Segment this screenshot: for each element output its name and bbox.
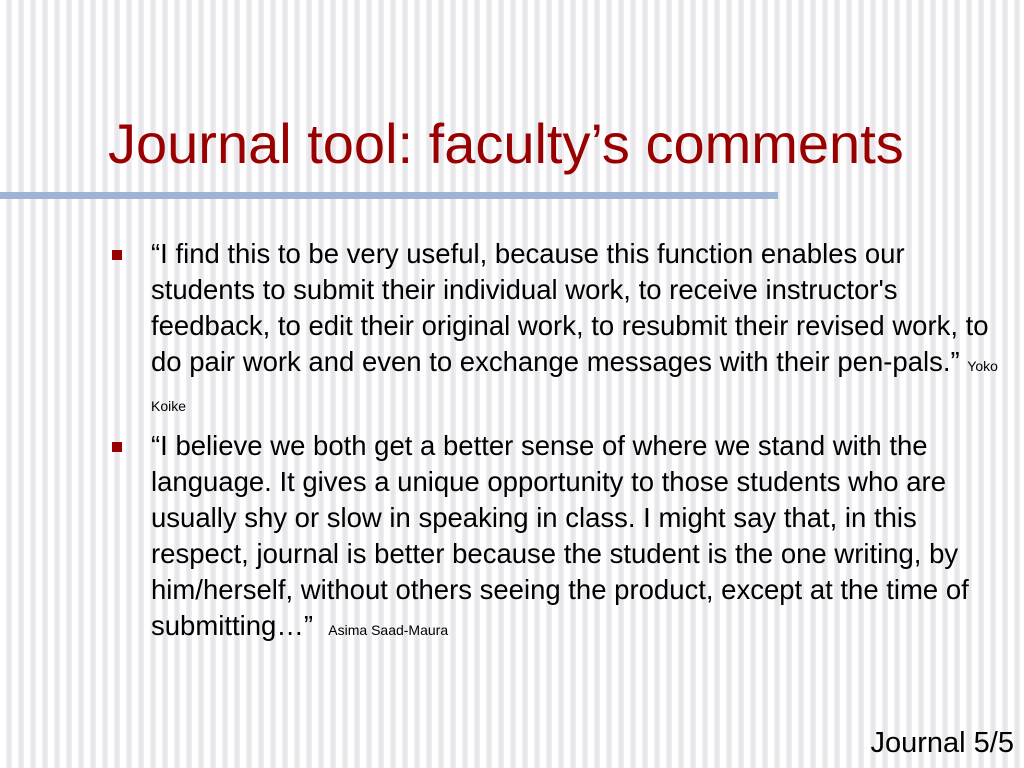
slide-title: Journal tool: faculty’s comments <box>108 112 904 175</box>
quote-text: “I believe we both get a better sense of where we stand with the language. It gives a unique opportunity to those students who are usually shy or slow in speaking in class. I might say that, in this respect, journal is better because the student is the one writing, by him/herself, without others seeing the product, except at the time of submitting…” <box>151 430 969 641</box>
title-underline <box>0 192 778 199</box>
quote-attribution: Yoko Koike <box>151 358 998 414</box>
bullet-item <box>112 236 1007 424</box>
bullet-item <box>112 428 1007 648</box>
bullet-list <box>112 236 1007 652</box>
square-bullet-icon <box>112 250 122 260</box>
quote-text: “I find this to be very useful, because this function enables our students to submit their individual work, to receive instructor's feedback, to edit their original work, to resubmit their revised work, to do pair work and even to exchange messages with their pen-pals.” <box>151 238 989 377</box>
quote-attribution: Asima Saad-Maura <box>328 622 449 638</box>
slide-footer: Journal 5/5 <box>870 727 1014 759</box>
square-bullet-icon <box>112 442 122 452</box>
